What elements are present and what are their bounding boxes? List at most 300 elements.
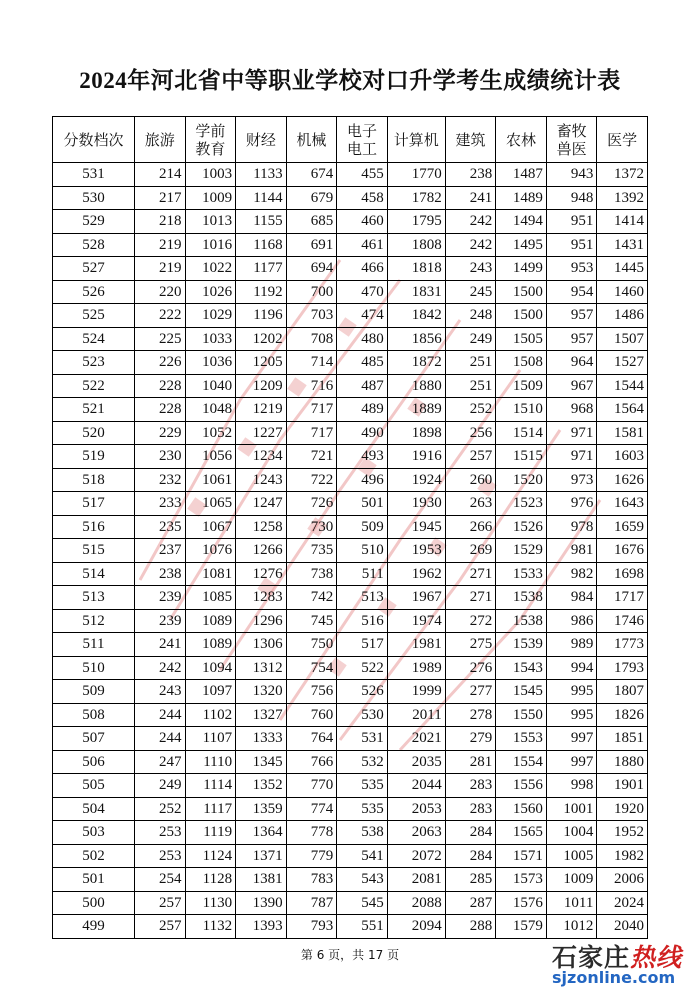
table-cell: 1538 [496,609,547,633]
table-cell: 1556 [496,774,547,798]
table-row [53,844,648,868]
table-cell: 1067 [185,515,236,539]
table-cell: 506 [53,750,135,774]
table-cell: 1495 [496,233,547,257]
table-cell: 239 [135,586,186,610]
table-cell: 503 [53,821,135,845]
table-cell: 252 [135,797,186,821]
logo-url: sjzonline.com [552,968,676,987]
table-cell: 1003 [185,163,236,187]
table-cell: 1945 [387,515,445,539]
table-cell: 1061 [185,468,236,492]
table-cell: 1089 [185,633,236,657]
table-body [53,163,648,939]
table-cell: 1920 [597,797,648,821]
table-cell: 1603 [597,445,648,469]
table-cell: 1579 [496,915,547,939]
table-cell: 1856 [387,327,445,351]
table-row [53,257,648,281]
table-cell: 530 [337,703,388,727]
table-cell: 460 [337,210,388,234]
table-cell: 774 [286,797,337,821]
table-cell: 275 [445,633,496,657]
table-cell: 766 [286,750,337,774]
table-cell: 674 [286,163,337,187]
table-cell: 1089 [185,609,236,633]
table-cell: 691 [286,233,337,257]
table-cell: 511 [337,562,388,586]
table-cell: 1880 [597,750,648,774]
table-cell: 1012 [546,915,597,939]
table-cell: 461 [337,233,388,257]
table-cell: 1393 [236,915,287,939]
table-cell: 2035 [387,750,445,774]
table-cell: 1026 [185,280,236,304]
table-cell: 1746 [597,609,648,633]
table-cell: 243 [445,257,496,281]
table-cell: 272 [445,609,496,633]
table-cell: 1872 [387,351,445,375]
table-row [53,868,648,892]
table-cell: 2044 [387,774,445,798]
table-row [53,750,648,774]
table-cell: 524 [53,327,135,351]
table-cell: 251 [445,374,496,398]
table-cell: 1795 [387,210,445,234]
table-cell: 1898 [387,421,445,445]
table-cell: 1076 [185,539,236,563]
table-cell: 1205 [236,351,287,375]
table-cell: 1022 [185,257,236,281]
table-cell: 1982 [597,844,648,868]
table-row [53,656,648,680]
table-cell: 1345 [236,750,287,774]
table-cell: 283 [445,774,496,798]
table-cell: 1999 [387,680,445,704]
table-cell: 257 [135,915,186,939]
table-row [53,421,648,445]
table-cell: 541 [337,844,388,868]
logo-name-part1: 石家庄 [552,943,631,972]
table-cell: 998 [546,774,597,798]
table-row [53,280,648,304]
table-cell: 511 [53,633,135,657]
table-cell: 499 [53,915,135,939]
table-cell: 981 [546,539,597,563]
table-cell: 288 [445,915,496,939]
table-cell: 1967 [387,586,445,610]
table-cell: 1371 [236,844,287,868]
table-cell: 953 [546,257,597,281]
table-cell: 229 [135,421,186,445]
table-cell: 745 [286,609,337,633]
table-cell: 271 [445,562,496,586]
table-cell: 717 [286,421,337,445]
table-cell: 1414 [597,210,648,234]
table-cell: 754 [286,656,337,680]
table-cell: 244 [135,703,186,727]
table-cell: 1011 [546,891,597,915]
table-cell: 271 [445,586,496,610]
table-cell: 976 [546,492,597,516]
table-cell: 241 [445,186,496,210]
table-cell: 507 [53,727,135,751]
table-cell: 474 [337,304,388,328]
table-cell: 1515 [496,445,547,469]
table-row [53,821,648,845]
table-cell: 520 [53,421,135,445]
table-cell: 1333 [236,727,287,751]
table-cell: 1500 [496,280,547,304]
table-cell: 222 [135,304,186,328]
column-header: 财经 [236,117,287,163]
table-cell: 256 [445,421,496,445]
table-cell: 1107 [185,727,236,751]
table-cell: 1168 [236,233,287,257]
table-cell: 515 [53,539,135,563]
table-cell: 1770 [387,163,445,187]
table-cell: 1550 [496,703,547,727]
table-cell: 502 [53,844,135,868]
table-cell: 708 [286,327,337,351]
table-cell: 1065 [185,492,236,516]
table-cell: 253 [135,821,186,845]
table-cell: 1133 [236,163,287,187]
table-cell: 251 [445,351,496,375]
table-cell: 1130 [185,891,236,915]
table-cell: 1177 [236,257,287,281]
table-row [53,468,648,492]
table-cell: 500 [53,891,135,915]
table-cell: 742 [286,586,337,610]
table-cell: 1643 [597,492,648,516]
table-cell: 283 [445,797,496,821]
table-cell: 2021 [387,727,445,751]
table-cell: 219 [135,257,186,281]
table-cell: 1486 [597,304,648,328]
table-cell: 551 [337,915,388,939]
column-header: 旅游 [135,117,186,163]
table-cell: 529 [53,210,135,234]
table-cell: 2006 [597,868,648,892]
table-cell: 1119 [185,821,236,845]
table-cell: 510 [337,539,388,563]
table-cell: 770 [286,774,337,798]
table-cell: 1659 [597,515,648,539]
table-cell: 1508 [496,351,547,375]
table-cell: 287 [445,891,496,915]
table-cell: 997 [546,750,597,774]
table-cell: 1505 [496,327,547,351]
table-cell: 278 [445,703,496,727]
table-cell: 249 [135,774,186,798]
table-cell: 1560 [496,797,547,821]
table-cell: 543 [337,868,388,892]
table-row [53,210,648,234]
table-cell: 1033 [185,327,236,351]
table-cell: 1431 [597,233,648,257]
table-cell: 239 [135,609,186,633]
table-cell: 1514 [496,421,547,445]
table-cell: 967 [546,374,597,398]
table-cell: 217 [135,186,186,210]
table-cell: 1974 [387,609,445,633]
table-cell: 1234 [236,445,287,469]
table-cell: 470 [337,280,388,304]
table-cell: 284 [445,821,496,845]
table-cell: 1793 [597,656,648,680]
table-cell: 263 [445,492,496,516]
table-cell: 957 [546,304,597,328]
table-cell: 1782 [387,186,445,210]
table-cell: 228 [135,398,186,422]
table-cell: 1533 [496,562,547,586]
table-cell: 247 [135,750,186,774]
table-cell: 519 [53,445,135,469]
table-cell: 281 [445,750,496,774]
column-header: 医学 [597,117,648,163]
table-row [53,562,648,586]
table-cell: 501 [53,868,135,892]
table-cell: 526 [337,680,388,704]
table-cell: 487 [337,374,388,398]
table-cell: 517 [53,492,135,516]
table-cell: 1851 [597,727,648,751]
table-cell: 730 [286,515,337,539]
table-cell: 995 [546,680,597,704]
table-row [53,609,648,633]
table-cell: 1500 [496,304,547,328]
table-cell: 277 [445,680,496,704]
table-row [53,351,648,375]
table-cell: 1114 [185,774,236,798]
table-cell: 1581 [597,421,648,445]
table-cell: 1081 [185,562,236,586]
table-cell: 971 [546,445,597,469]
table-cell: 1247 [236,492,287,516]
table-cell: 527 [53,257,135,281]
table-cell: 984 [546,586,597,610]
column-header: 机械 [286,117,337,163]
table-row [53,327,648,351]
table-cell: 1052 [185,421,236,445]
table-cell: 1392 [597,186,648,210]
table-cell: 1227 [236,421,287,445]
table-cell: 1009 [185,186,236,210]
table-cell: 1306 [236,633,287,657]
table-cell: 1565 [496,821,547,845]
table-cell: 516 [337,609,388,633]
table-cell: 1818 [387,257,445,281]
column-header: 建筑 [445,117,496,163]
table-cell: 2024 [597,891,648,915]
table-cell: 750 [286,633,337,657]
table-cell: 1880 [387,374,445,398]
table-cell: 982 [546,562,597,586]
table-row [53,515,648,539]
table-cell: 243 [135,680,186,704]
table-cell: 957 [546,327,597,351]
table-cell: 2088 [387,891,445,915]
table-cell: 526 [53,280,135,304]
table-cell: 1097 [185,680,236,704]
table-cell: 1510 [496,398,547,422]
table-cell: 528 [53,233,135,257]
table-row [53,703,648,727]
table-cell: 1487 [496,163,547,187]
table-row [53,398,648,422]
table-cell: 493 [337,445,388,469]
table-cell: 532 [337,750,388,774]
table-cell: 1036 [185,351,236,375]
table-cell: 260 [445,468,496,492]
table-row [53,492,648,516]
table-cell: 242 [135,656,186,680]
table-cell: 1544 [597,374,648,398]
table-cell: 1196 [236,304,287,328]
table-cell: 522 [53,374,135,398]
column-header: 计算机 [387,117,445,163]
table-cell: 1564 [597,398,648,422]
table-cell: 1266 [236,539,287,563]
table-row [53,774,648,798]
table-cell: 1494 [496,210,547,234]
table-row [53,797,648,821]
table-cell: 233 [135,492,186,516]
table-cell: 973 [546,468,597,492]
table-row [53,163,648,187]
table-cell: 214 [135,163,186,187]
table-cell: 238 [445,163,496,187]
table-cell: 700 [286,280,337,304]
table-cell: 951 [546,233,597,257]
table-cell: 1509 [496,374,547,398]
table-cell: 489 [337,398,388,422]
table-cell: 1773 [597,633,648,657]
table-cell: 220 [135,280,186,304]
table-cell: 523 [53,351,135,375]
table-cell: 722 [286,468,337,492]
table-cell: 1529 [496,539,547,563]
table-cell: 1128 [185,868,236,892]
table-cell: 514 [53,562,135,586]
table-cell: 276 [445,656,496,680]
table-cell: 948 [546,186,597,210]
table-cell: 1553 [496,727,547,751]
table-cell: 1807 [597,680,648,704]
page-title: 2024年河北省中等职业学校对口升学考生成绩统计表 [79,68,621,93]
table-cell: 1489 [496,186,547,210]
table-cell: 1808 [387,233,445,257]
table-cell: 964 [546,351,597,375]
table-cell: 496 [337,468,388,492]
table-cell: 1352 [236,774,287,798]
table-cell: 517 [337,633,388,657]
table-cell: 1831 [387,280,445,304]
table-row [53,727,648,751]
table-cell: 714 [286,351,337,375]
table-cell: 726 [286,492,337,516]
table-cell: 1094 [185,656,236,680]
table-cell: 1573 [496,868,547,892]
table-cell: 545 [337,891,388,915]
table-cell: 1676 [597,539,648,563]
table-cell: 490 [337,421,388,445]
table-cell: 248 [445,304,496,328]
column-header: 农林 [496,117,547,163]
table-cell: 508 [53,703,135,727]
table-cell: 218 [135,210,186,234]
table-cell: 466 [337,257,388,281]
table-cell: 1202 [236,327,287,351]
table-cell: 226 [135,351,186,375]
table-cell: 989 [546,633,597,657]
table-cell: 1312 [236,656,287,680]
table-cell: 284 [445,844,496,868]
table-cell: 1924 [387,468,445,492]
table-cell: 538 [337,821,388,845]
table-cell: 1499 [496,257,547,281]
table-cell: 1009 [546,868,597,892]
table-cell: 505 [53,774,135,798]
table-cell: 978 [546,515,597,539]
table-cell: 2053 [387,797,445,821]
table-cell: 1543 [496,656,547,680]
table-header-row [53,117,648,163]
table-cell: 458 [337,186,388,210]
table-cell: 1571 [496,844,547,868]
table-cell: 1460 [597,280,648,304]
table-cell: 1842 [387,304,445,328]
table-cell: 1132 [185,915,236,939]
table-cell: 1124 [185,844,236,868]
table-cell: 480 [337,327,388,351]
table-cell: 1554 [496,750,547,774]
table-cell: 1117 [185,797,236,821]
table-cell: 1155 [236,210,287,234]
table-cell: 230 [135,445,186,469]
table-cell: 257 [445,445,496,469]
table-cell: 245 [445,280,496,304]
table-cell: 694 [286,257,337,281]
table-cell: 1523 [496,492,547,516]
table-cell: 968 [546,398,597,422]
table-cell: 269 [445,539,496,563]
table-cell: 513 [337,586,388,610]
table-cell: 721 [286,445,337,469]
table-cell: 1372 [597,163,648,187]
table-cell: 2094 [387,915,445,939]
table-cell: 1826 [597,703,648,727]
table-cell: 1320 [236,680,287,704]
table-row [53,915,648,939]
table-cell: 1192 [236,280,287,304]
table-cell: 760 [286,703,337,727]
table-cell: 756 [286,680,337,704]
table-cell: 232 [135,468,186,492]
table-cell: 778 [286,821,337,845]
table-cell: 266 [445,515,496,539]
table-cell: 1364 [236,821,287,845]
table-cell: 1507 [597,327,648,351]
table-cell: 518 [53,468,135,492]
table-cell: 1276 [236,562,287,586]
table-row [53,891,648,915]
table-cell: 522 [337,656,388,680]
table-cell: 1013 [185,210,236,234]
table-cell: 1981 [387,633,445,657]
table-row [53,233,648,257]
